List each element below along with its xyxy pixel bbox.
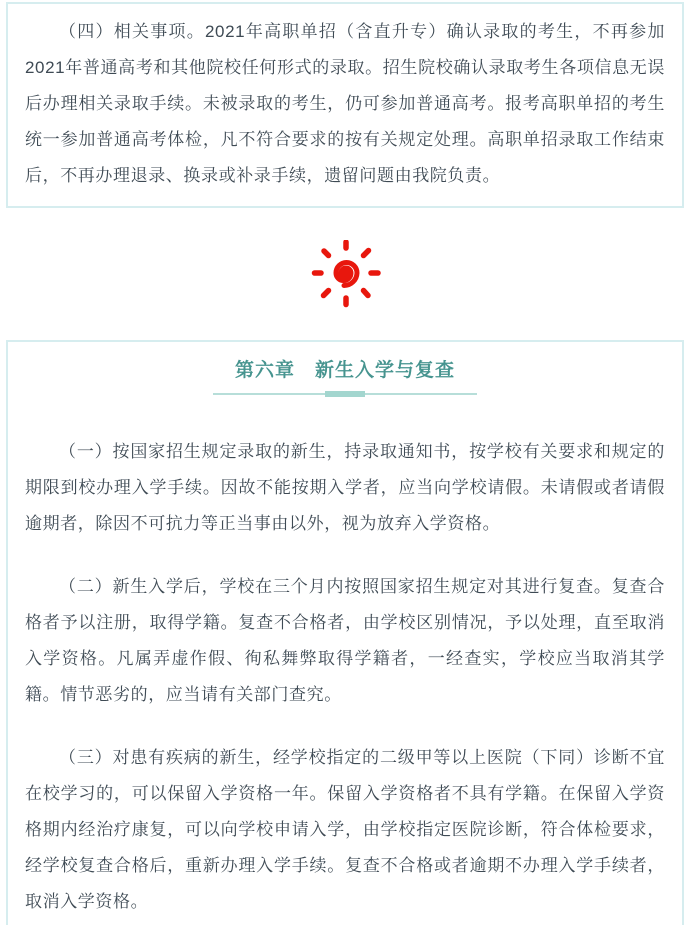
- notice-paragraph: （四）相关事项。2021年高职单招（含直升专）确认录取的考生，不再参加2021年普通高考和其他院校任何形式的录取。招生院校确认录取考生各项信息无误后办理相关录取手续。未被录取的考生，仍可参加普通高考。报考高职单招的考生统一参加普通高考体检，凡不符合要求的按有关规定处理。高职单招录取工作结束后，不再办理退录、换录或补录手续，遗留问题由我院负责。: [25, 22, 665, 185]
- heading-underline: [213, 390, 477, 398]
- chapter-heading: 第六章 新生入学与复查: [234, 360, 455, 381]
- chapter-paragraph-1: （一）按国家招生规定录取的新生，持录取通知书，按学校有关要求和规定的期限到校办理入学手续。因故不能按期入学者，应当向学校请假。未请假或者请假逾期者，除因不可抗力等正当事由以外，视为放弃入学资格。: [25, 442, 665, 533]
- sun-spiral-icon: [310, 240, 382, 308]
- chapter-card: [6, 340, 684, 925]
- notice-card: [6, 2, 684, 208]
- chapter-paragraph-2: （二）新生入学后，学校在三个月内按照国家招生规定对其进行复查。复查合格者予以注册，取得学籍。复查不合格者，由学校区别情况，予以处理，直至取消入学资格。凡属弄虚作假、徇私舞弊取得学籍者，一经查实，学校应当取消其学籍。情节恶劣的，应当请有关部门查究。: [25, 577, 665, 704]
- section-divider: [0, 208, 691, 340]
- underline-center-segment: [325, 391, 365, 397]
- chapter-paragraph-3: （三）对患有疾病的新生，经学校指定的二级甲等以上医院（下同）诊断不宜在校学习的，可以保留入学资格一年。保留入学资格者不具有学籍。在保留入学资格期内经治疗康复，可以向学校申请入学，由学校指定医院诊断，符合体检要求，经学校复查合格后，重新办理入学手续。复查不合格或者逾期不办理入学手续者，取消入学资格。: [25, 748, 665, 911]
- article-page: [0, 2, 691, 925]
